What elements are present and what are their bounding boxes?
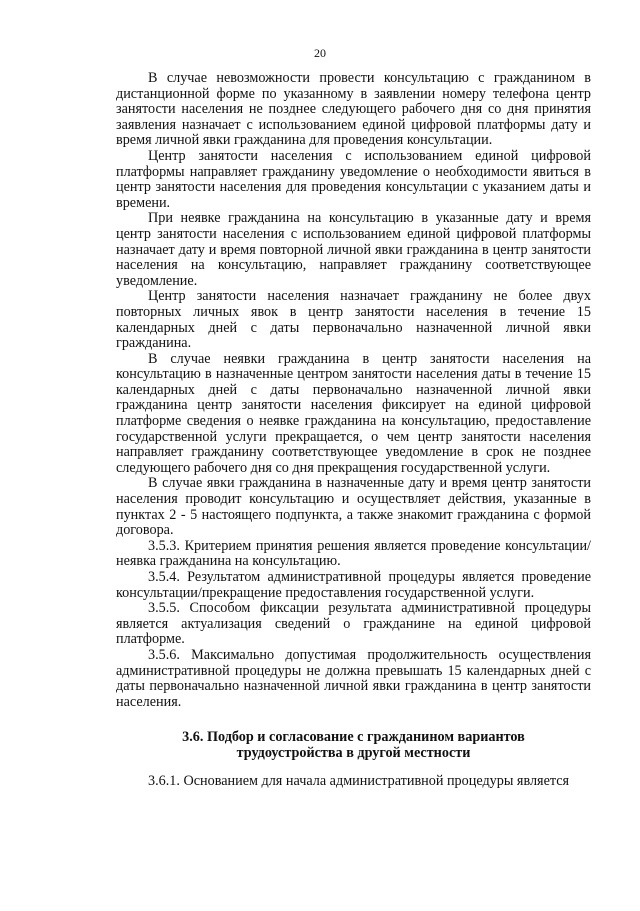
section-heading-line-2: трудоустройства в другой местности <box>236 744 471 761</box>
paragraph-no-show-repeat: При неявке гражданина на консультацию в указанные дату и время центр занятости населения с использованием единой цифровой платформы назначает дату и время повторной личной явки гражданина в центр занятости населения на консультацию, направляет гражданину соответствующее уведомление. <box>116 210 591 289</box>
paragraph-3-5-3: 3.5.3. Критерием принятия решения является проведение консультации/неявка гражданина на консультацию. <box>116 537 591 570</box>
paragraph-service-termination: В случае неявки гражданина в центр занятости населения на консультацию в назначенные центром занятости населения даты в течение 15 календарных дней с даты первоначально назначенной личной явки гражданина центр занятости населения фиксирует на единой цифровой платформе сведения о неявке гражданина на консультацию, предоставление государственной услуги прекращается, о чем центр занятости населения направляет гражданину соответствующее уведомление в срок не позднее следующего рабочего дня со дня прекращения государственной услуги. <box>116 350 591 476</box>
paragraph-attendance-consultation: В случае явки гражданина в назначенные дату и время центр занятости населения проводит консультацию и осуществляет действия, указанные в пунктах 2 - 5 настоящего подпункта, а также знакомит гражданина с формой договора. <box>116 475 591 539</box>
page-number: 20 <box>314 46 326 60</box>
paragraph-3-5-4: 3.5.4. Результатом административной процедуры является проведение консультации/прекращение предоставления государственной услуги. <box>116 569 591 601</box>
paragraph-remote-consultation-impossible: В случае невозможности провести консультацию с гражданином в дистанционной форме по указанному в заявлении номеру телефона центр занятости населения не позднее следующего рабочего дня со дня принятия заявления назначает с использованием единой цифровой платформы дату и время личной явки гражданина для проведения консультации. <box>116 70 591 149</box>
paragraph-notification-to-appear: Центр занятости населения с использованием единой цифровой платформы направляет гражданину уведомление о необходимости явиться в центр занятости населения для проведения консультации с указанием даты и времени. <box>116 147 591 211</box>
paragraph-3-5-5: 3.5.5. Способом фиксации результата административной процедуры является актуализация сведений о гражданине на единой цифровой платформе. <box>116 600 591 648</box>
body-text <box>116 71 591 789</box>
paragraph-3-5-6: 3.5.6. Максимально допустимая продолжительность осуществления административной процедуры не должна превышать 15 календарных дней с даты первоначально назначенной личной явки гражданина в центр занятости населения. <box>116 646 591 710</box>
section-heading-3-6 <box>116 730 591 761</box>
section-heading-line-1: 3.6. Подбор и согласование с гражданином вариантов <box>182 729 525 746</box>
paragraph-max-two-repeats: Центр занятости населения назначает гражданину не более двух повторных личных явок в центр занятости населения в течение 15 календарных дней с даты первоначально назначенной личной явки гражданина. <box>116 288 591 352</box>
paragraph-3-6-1: 3.6.1. Основанием для начала административной процедуры является <box>148 772 570 789</box>
